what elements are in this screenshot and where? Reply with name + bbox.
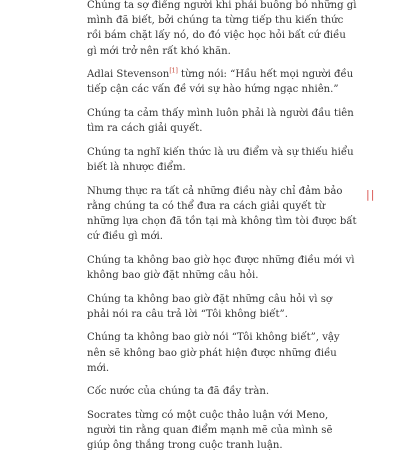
paragraph-8: Chúng ta không bao giờ nói “Tôi không biết”, vậy nên sẽ không bao giờ phát hiện được những điều mới.: [87, 332, 340, 374]
footnote-reference[interactable]: [1]: [169, 67, 178, 75]
paragraph-5: Nhưng thực ra tất cả những điều này chỉ đảm bảo rằng chúng ta có thể đưa ra cách giải quyết từ những lựa chọn đã tồn tại mà không tìm tòi được bất cứ điều gì mới.: [87, 185, 357, 243]
paragraph-2-start: Adlai Stevenson: [87, 69, 170, 81]
paragraph-9: Cốc nước của chúng ta đã đầy tràn.: [87, 386, 270, 398]
paragraph-2-end: từng nói: “Hầu hết mọi người đều tiếp cận các vấn đề với sự hào hứng ngạc nhiên.”: [87, 69, 354, 96]
page-side-marker: ||: [366, 188, 376, 201]
document-body: [87, 0, 357, 462]
paragraph-10: Socrates từng có một cuộc thảo luận với Meno, người tin rằng quan điểm mạnh mẽ của mình sẽ giúp ông thắng trong cuộc tranh luận.: [87, 409, 333, 452]
paragraph-4: Chúng ta nghĩ kiến thức là ưu điểm và sự thiếu hiểu biết là nhược điểm.: [87, 146, 354, 173]
paragraph-2: [87, 67, 357, 97]
paragraph-6: Chúng ta không bao giờ học được những điều mới vì không bao giờ đặt những câu hỏi.: [87, 254, 355, 281]
paragraph-7: Chúng ta không bao giờ đặt những câu hỏi vì sợ phải nói ra câu trả lời “Tôi không biết”.: [87, 293, 332, 320]
paragraph-1: Chúng ta sợ điếng người khi phải buông bỏ những gì mình đã biết, bởi chúng ta từng tiếp thu kiến thức rồi bám chặt lấy nó, do đó việc học hỏi bất cứ điều gì mới trở nên rất khó khăn.: [87, 0, 357, 57]
paragraph-3: Chúng ta cảm thấy mình luôn phải là người đầu tiên tìm ra cách giải quyết.: [87, 108, 354, 135]
